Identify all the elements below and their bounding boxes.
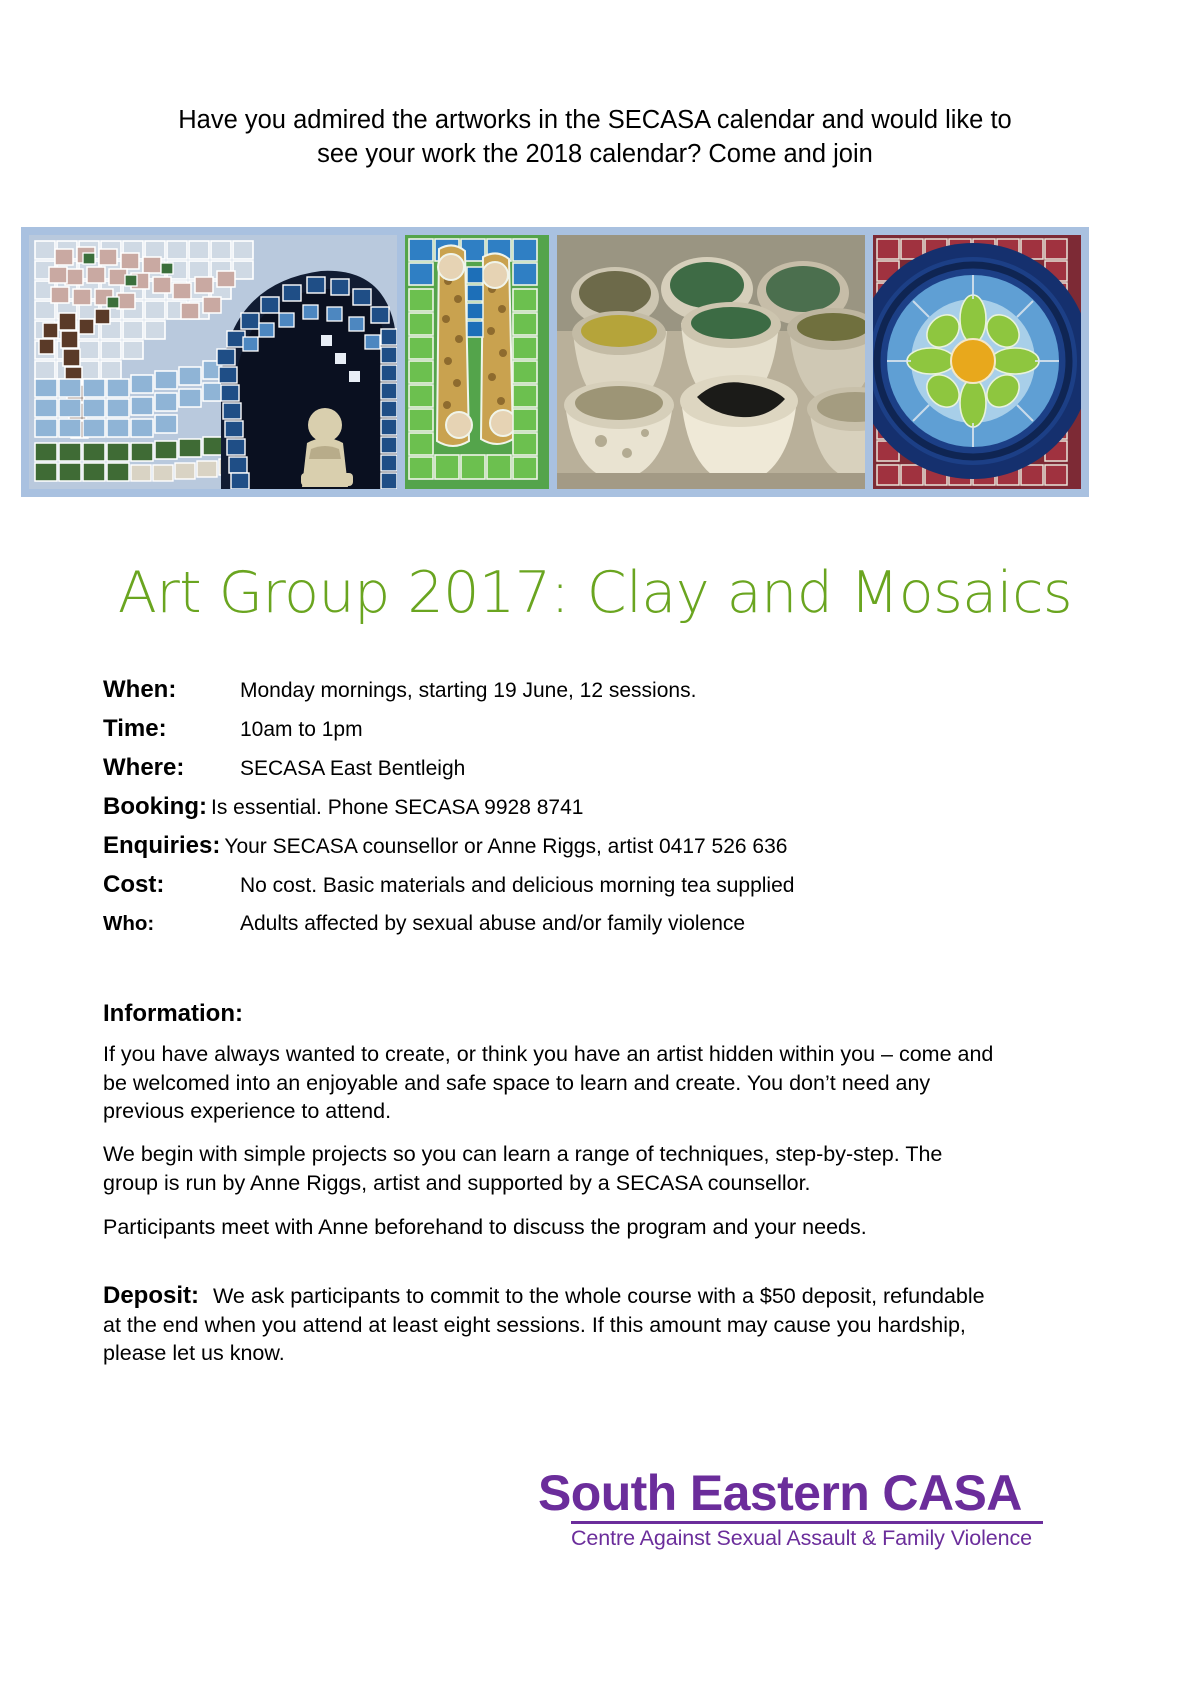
detail-label-who: Who: — [103, 912, 155, 935]
intro-line-2: see your work the 2018 calendar? Come and join — [317, 140, 873, 168]
information-paragraph-1: If you have always wanted to create, or think you have an artist hidden within you – come and be welcomed into an enjoyable and safe space to learn and create. You don’t need any previous experience to attend. — [103, 1042, 994, 1123]
information-heading: Information: — [103, 1000, 243, 1027]
artwork-photo-strip — [21, 227, 1089, 497]
detail-label-enquiries: Enquiries: — [103, 832, 221, 859]
deposit-label: Deposit: — [103, 1282, 199, 1309]
detail-row-when — [103, 676, 1063, 704]
logo-organisation-name: South Eastern CASA — [538, 1465, 1022, 1521]
page-title: Art Group 2017: Clay and Mosaics — [117, 560, 1073, 626]
intro-heading — [105, 103, 1085, 171]
information-paragraph-2: We begin with simple projects so you can learn a range of techniques, step-by-step. The group is run by Anne Riggs, artist and supported by a SECASA counsellor. — [103, 1142, 943, 1195]
detail-row-cost — [103, 871, 1063, 899]
detail-label-when: When: — [103, 676, 177, 703]
detail-value-booking: Is essential. Phone SECASA 9928 8741 — [211, 796, 584, 819]
detail-value-time: 10am to 1pm — [240, 718, 363, 741]
panel-mosaic-green-figures — [405, 235, 549, 489]
detail-value-cost: No cost. Basic materials and delicious morning tea supplied — [240, 874, 795, 897]
intro-line-1: Have you admired the artworks in the SECASA calendar and would like to — [178, 106, 1012, 134]
detail-row-booking — [103, 793, 1063, 821]
photo-strip-graphic — [21, 227, 1089, 497]
panel-mosaic-tree-cave — [29, 235, 397, 489]
detail-label-time: Time: — [103, 715, 167, 742]
detail-label-booking: Booking: — [103, 793, 207, 820]
deposit-text: We ask participants to commit to the whole course with a $50 deposit, refundable at the end when you attend at least eight sessions. If this amount may cause you hardship, please let us know. — [103, 1284, 985, 1365]
program-details-list — [103, 676, 1063, 948]
detail-value-who: Adults affected by sexual abuse and/or family violence — [240, 912, 746, 935]
logo-divider-rule — [571, 1521, 1043, 1524]
detail-row-who — [103, 910, 1063, 937]
detail-row-where — [103, 754, 1063, 782]
detail-value-where: SECASA East Bentleigh — [240, 757, 466, 780]
information-paragraph-3: Participants meet with Anne beforehand to discuss the program and your needs. — [103, 1215, 867, 1239]
deposit-paragraph — [103, 1282, 1001, 1368]
logo-tagline: Centre Against Sexual Assault & Family Violence — [571, 1526, 1032, 1550]
panel-clay-pots-photo — [557, 235, 903, 489]
detail-label-where: Where: — [103, 754, 185, 781]
panel-mosaic-roundel — [855, 235, 1089, 489]
detail-value-when: Monday mornings, starting 19 June, 12 sessions. — [240, 679, 697, 702]
secasa-logo — [538, 1465, 1032, 1551]
detail-value-enquiries: Your SECASA counsellor or Anne Riggs, artist 0417 526 636 — [224, 835, 788, 858]
detail-row-time — [103, 715, 1063, 743]
detail-row-enquiries — [103, 832, 1063, 860]
detail-label-cost: Cost: — [103, 871, 165, 898]
